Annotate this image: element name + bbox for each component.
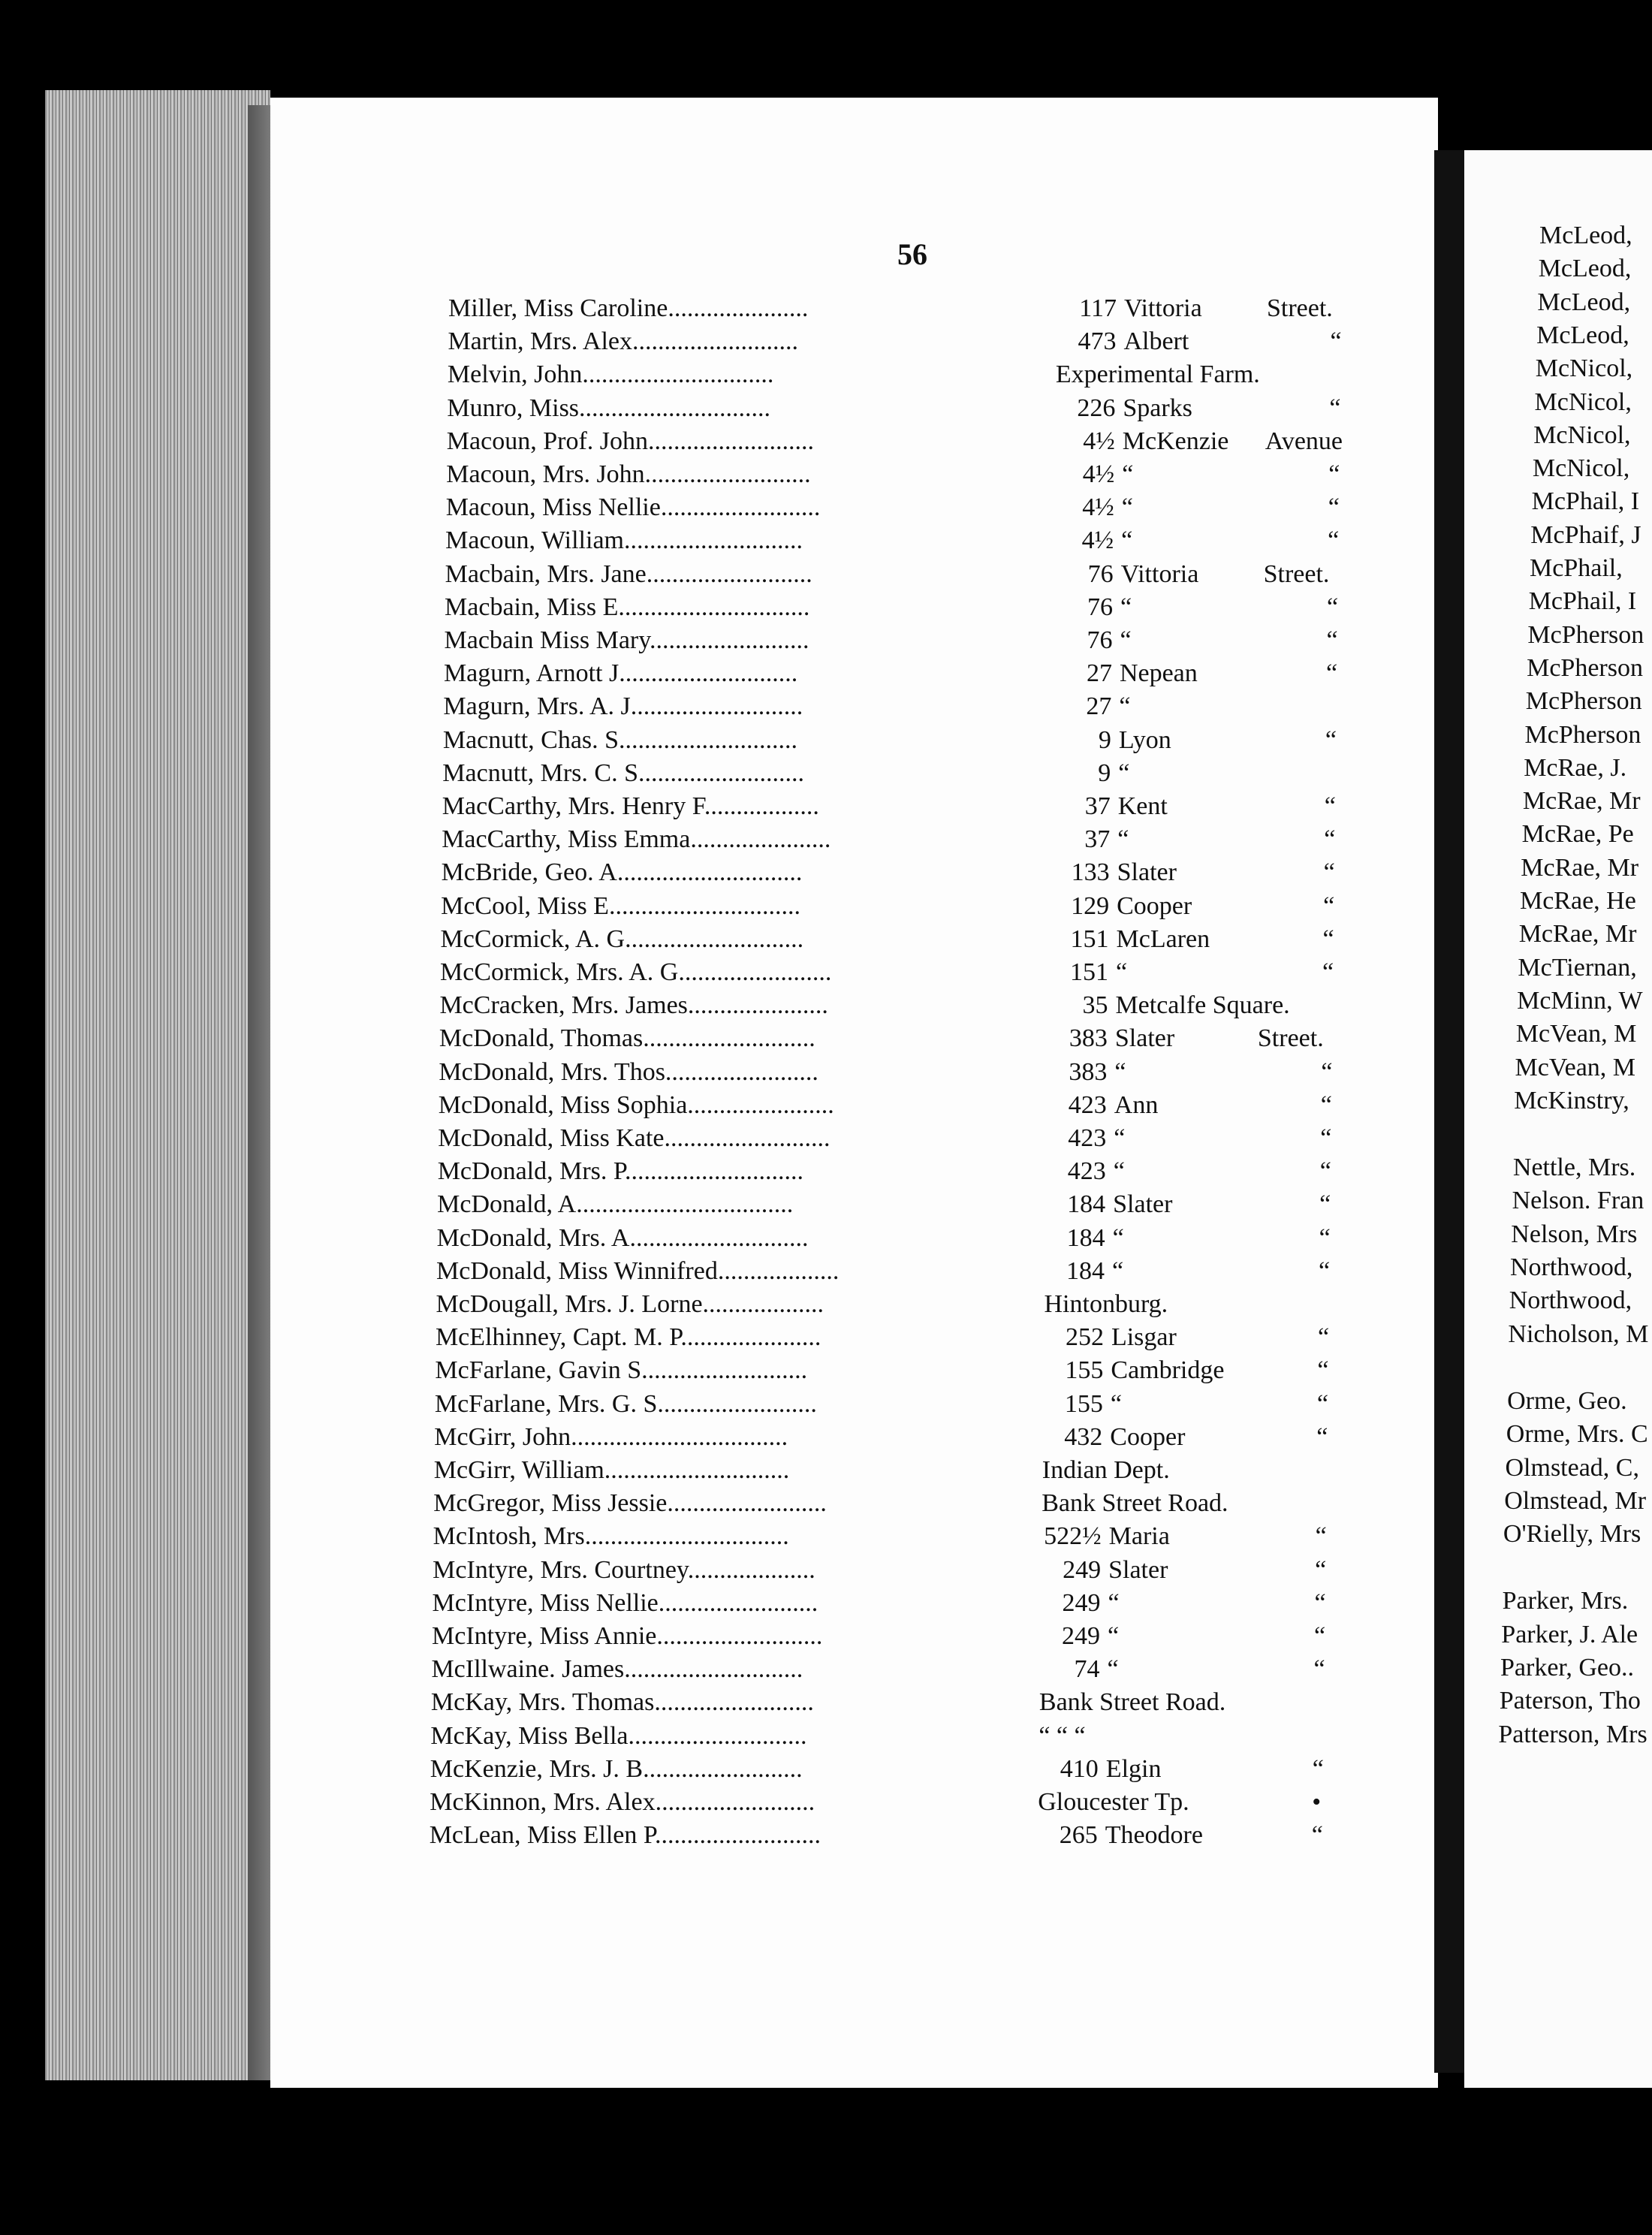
entry-street: Vittoria bbox=[1124, 294, 1202, 322]
entry-number: 37 bbox=[1084, 825, 1111, 854]
right-page-entry: Orme, Geo. bbox=[1507, 1386, 1627, 1415]
right-page-entry: McKinstry, bbox=[1514, 1086, 1629, 1114]
entry-number: 249 bbox=[1062, 1588, 1101, 1617]
entry-street: “ bbox=[1112, 1223, 1124, 1252]
entry-street: Sparks bbox=[1123, 394, 1192, 422]
directory-entry bbox=[448, 360, 1574, 394]
right-page-entry: McRae, He bbox=[1520, 887, 1636, 915]
entry-street: Experimental Farm. bbox=[1055, 360, 1260, 389]
entry-suffix: “ bbox=[1316, 1422, 1328, 1451]
directory-entry bbox=[445, 593, 1571, 626]
directory-entry bbox=[438, 1124, 1564, 1157]
right-page-entry: McPherson bbox=[1525, 687, 1642, 716]
right-page-entry: Parker, Geo.. bbox=[1500, 1654, 1635, 1682]
entry-street: Kent bbox=[1117, 792, 1168, 820]
entry-number: 249 bbox=[1062, 1622, 1100, 1650]
right-page-entry: O'Rielly, Mrs bbox=[1503, 1520, 1641, 1549]
entry-name: Macoun, William............................ bbox=[445, 526, 803, 555]
directory-entry bbox=[433, 1522, 1560, 1555]
entry-name: McDonald, A.................................. bbox=[437, 1190, 794, 1219]
entry-name: McElhinney, Capt. M. P...................... bbox=[435, 1323, 821, 1352]
entry-street: “ bbox=[1107, 1655, 1119, 1684]
entry-suffix: “ bbox=[1328, 493, 1340, 522]
entry-name: Macoun, Miss Nellie......................... bbox=[445, 493, 821, 522]
directory-entry bbox=[439, 991, 1566, 1024]
entry-street: Lyon bbox=[1118, 725, 1171, 754]
entry-number: 184 bbox=[1066, 1256, 1105, 1285]
directory-entry bbox=[442, 825, 1568, 858]
entry-street: “ bbox=[1114, 1124, 1126, 1152]
directory-entry bbox=[441, 892, 1567, 925]
entry-suffix: “ bbox=[1329, 394, 1341, 422]
entry-street: “ bbox=[1116, 958, 1128, 986]
directory-entry bbox=[433, 1556, 1559, 1589]
directory-entry bbox=[438, 1157, 1564, 1190]
entry-suffix: “ bbox=[1315, 1522, 1327, 1551]
entry-name: McCool, Miss E.............................. bbox=[441, 891, 800, 920]
entry-name: McDonald, Mrs. P............................ bbox=[437, 1157, 804, 1186]
entry-suffix: “ bbox=[1319, 1190, 1331, 1219]
entry-number: 76 bbox=[1087, 560, 1114, 588]
entry-number: 423 bbox=[1067, 1157, 1106, 1186]
entry-suffix: “ bbox=[1321, 1057, 1333, 1086]
entry-suffix: “ bbox=[1319, 1256, 1331, 1285]
entry-suffix: “ bbox=[1324, 792, 1336, 820]
directory-entry bbox=[448, 327, 1574, 360]
entry-street: Slater bbox=[1113, 1190, 1173, 1219]
entry-street: Albert bbox=[1123, 327, 1189, 356]
entry-street: Metcalfe Square. bbox=[1115, 991, 1290, 1020]
right-page-entry: Parker, J. Ale bbox=[1501, 1620, 1638, 1648]
entry-suffix: “ bbox=[1317, 1356, 1329, 1385]
entry-street: “ bbox=[1113, 1157, 1125, 1186]
right-page-entry: Northwood, bbox=[1510, 1253, 1633, 1281]
entry-number: 473 bbox=[1078, 327, 1117, 356]
entry-number: 9 bbox=[1098, 725, 1111, 754]
entry-name: McBride, Geo. A............................. bbox=[441, 858, 803, 887]
entry-number: 74 bbox=[1074, 1655, 1100, 1684]
directory-entry bbox=[443, 692, 1569, 725]
directory-entry bbox=[439, 1024, 1566, 1057]
right-page-entry: McNicol, bbox=[1534, 388, 1632, 416]
entry-name: MacCarthy, Mrs. Henry F.................. bbox=[442, 792, 819, 820]
entry-suffix: “ bbox=[1312, 1754, 1324, 1783]
right-page-entry: Patterson, Mrs bbox=[1498, 1720, 1647, 1748]
directory-entry bbox=[431, 1688, 1557, 1721]
entry-number: 151 bbox=[1070, 958, 1108, 986]
entry-number: 151 bbox=[1070, 924, 1109, 953]
entry-name: McCracken, Mrs. James...................... bbox=[439, 991, 828, 1020]
entry-name: McDonald, Miss Winnifred................... bbox=[436, 1256, 840, 1285]
directory-entry bbox=[446, 460, 1572, 493]
entry-street: Cambridge bbox=[1111, 1356, 1225, 1385]
entry-suffix: “ bbox=[1320, 1090, 1332, 1119]
entry-street: Slater bbox=[1117, 858, 1177, 887]
entry-number: 155 bbox=[1064, 1389, 1103, 1418]
entry-name: Miller, Miss Caroline...................... bbox=[448, 294, 809, 322]
entry-street: Lisgar bbox=[1111, 1323, 1177, 1352]
right-page-entry: Nicholson, M bbox=[1508, 1320, 1649, 1348]
entry-street: “ bbox=[1118, 759, 1130, 787]
entry-name: Macbain, Miss E.............................. bbox=[445, 593, 810, 621]
right-page-entry: McPhail, bbox=[1530, 554, 1623, 582]
entry-number: 432 bbox=[1064, 1422, 1103, 1451]
entry-suffix: “ bbox=[1322, 924, 1334, 953]
entry-name: McDonald, Mrs. Thos........................ bbox=[439, 1057, 818, 1086]
directory-entry bbox=[430, 1722, 1557, 1755]
right-page-entry: McRae, J. bbox=[1524, 753, 1627, 782]
right-page-entry: McPherson bbox=[1527, 653, 1643, 682]
entry-street: “ bbox=[1121, 493, 1133, 522]
entry-name: McIllwaine. James............................ bbox=[431, 1655, 803, 1684]
entry-street: “ bbox=[1108, 1588, 1120, 1617]
entry-name: McIntyre, Miss Annie.......................... bbox=[432, 1622, 823, 1650]
directory-entry bbox=[445, 560, 1572, 593]
entry-street: Vittoria bbox=[1120, 560, 1199, 588]
entry-street: “ bbox=[1121, 526, 1133, 555]
right-page-entry: McPhail, I bbox=[1531, 487, 1640, 516]
entry-suffix: “ bbox=[1319, 1223, 1331, 1252]
entry-suffix: “ bbox=[1324, 825, 1336, 854]
directory-entry bbox=[447, 394, 1573, 427]
directory-entry bbox=[436, 1257, 1563, 1290]
entry-number: 4½ bbox=[1083, 427, 1115, 455]
entry-suffix: “ bbox=[1325, 725, 1337, 754]
entry-suffix: • bbox=[1312, 1788, 1322, 1816]
entry-name: McFarlane, Gavin S.......................... bbox=[435, 1356, 808, 1385]
directory-entry bbox=[433, 1489, 1560, 1522]
directory-entry bbox=[432, 1622, 1558, 1655]
right-page-entry: Orme, Mrs. C bbox=[1506, 1420, 1648, 1449]
entry-number: 35 bbox=[1082, 991, 1108, 1020]
entry-suffix: “ bbox=[1314, 1588, 1326, 1617]
entry-street: Gloucester Tp. bbox=[1038, 1788, 1189, 1816]
entry-street: “ bbox=[1120, 626, 1132, 654]
entry-suffix: “ bbox=[1325, 659, 1338, 688]
entry-suffix: “ bbox=[1328, 526, 1340, 555]
entry-number: 76 bbox=[1087, 593, 1114, 621]
directory-entry bbox=[442, 759, 1569, 792]
right-page-entry: McRae, Pe bbox=[1521, 820, 1634, 849]
entry-suffix: “ bbox=[1313, 1655, 1325, 1684]
right-page-entry: McRae, Mr bbox=[1521, 853, 1639, 882]
entry-name: McIntosh, Mrs................................ bbox=[433, 1522, 789, 1551]
entry-street: “ “ “ bbox=[1039, 1721, 1086, 1750]
entry-street: McLaren bbox=[1116, 924, 1210, 953]
entry-name: McDougall, Mrs. J. Lorne................... bbox=[436, 1290, 824, 1318]
entry-street: Hintonburg. bbox=[1044, 1290, 1168, 1318]
right-page-entry: McLeod, bbox=[1538, 255, 1632, 283]
right-page-entry: Paterson, Tho bbox=[1499, 1687, 1641, 1715]
entry-name: MacCarthy, Miss Emma...................... bbox=[442, 825, 831, 854]
entry-name: McDonald, Mrs. A............................ bbox=[436, 1223, 809, 1252]
entry-name: McDonald, Miss Sophia....................... bbox=[438, 1090, 834, 1119]
entry-number: 226 bbox=[1077, 394, 1116, 422]
entry-name: McIntyre, Mrs. Courtney.................... bbox=[433, 1555, 815, 1584]
entry-name: McKenzie, Mrs. J. B......................... bbox=[430, 1754, 803, 1783]
entry-suffix: “ bbox=[1327, 593, 1339, 621]
directory-entry bbox=[439, 1058, 1565, 1091]
entry-name: McFarlane, Mrs. G. S......................... bbox=[434, 1389, 817, 1418]
directory-entry bbox=[442, 858, 1568, 891]
entry-name: McKinnon, Mrs. Alex......................... bbox=[430, 1788, 815, 1816]
entry-suffix: Street. bbox=[1267, 294, 1333, 322]
entry-number: 4½ bbox=[1082, 460, 1115, 488]
right-page-entry: McLeod, bbox=[1537, 288, 1631, 316]
right-page-entry: Nelson, Mrs bbox=[1511, 1220, 1638, 1248]
directory-entry bbox=[446, 493, 1572, 526]
entry-number: 423 bbox=[1068, 1090, 1107, 1119]
right-page-entry: McRae, Mr bbox=[1522, 787, 1641, 816]
directory-entry bbox=[431, 1655, 1557, 1688]
entry-name: McCormick, Mrs. A. G........................ bbox=[440, 958, 832, 986]
right-page-entry: McNicol, bbox=[1535, 354, 1633, 383]
book-page-edges bbox=[45, 90, 270, 2080]
entry-suffix: “ bbox=[1319, 1157, 1331, 1186]
right-page-entry: McPherson bbox=[1527, 620, 1644, 649]
entry-name: Macbain Miss Mary......................... bbox=[444, 626, 809, 654]
directory-entry bbox=[430, 1788, 1556, 1821]
right-page-entry: Northwood, bbox=[1509, 1286, 1632, 1315]
entry-street: Slater bbox=[1114, 1024, 1175, 1053]
entry-street: “ bbox=[1112, 1256, 1124, 1285]
entry-suffix: Avenue bbox=[1265, 427, 1343, 455]
right-page-entry: McPherson bbox=[1524, 720, 1641, 749]
entry-suffix: “ bbox=[1320, 1124, 1332, 1152]
entry-number: 27 bbox=[1086, 692, 1112, 721]
entry-suffix: “ bbox=[1328, 460, 1340, 488]
entry-name: Macnutt, Chas. S............................ bbox=[442, 725, 798, 754]
entry-name: Macoun, Prof. John.......................... bbox=[446, 427, 814, 455]
right-page-entry: Olmstead, Mr bbox=[1504, 1486, 1647, 1515]
directory-entry bbox=[433, 1589, 1559, 1622]
directory-entry bbox=[436, 1290, 1563, 1323]
entry-name: Macoun, Mrs. John.......................... bbox=[446, 460, 811, 488]
right-page-entry: McLeod, bbox=[1536, 321, 1629, 349]
entry-street: “ bbox=[1110, 1389, 1122, 1418]
entry-suffix: “ bbox=[1315, 1555, 1327, 1584]
entry-name: McCormick, A. G............................ bbox=[440, 924, 804, 953]
entry-name: McLean, Miss Ellen P.......................... bbox=[429, 1821, 821, 1850]
entry-name: Martin, Mrs. Alex.......................... bbox=[448, 327, 798, 356]
right-page-entry: McMinn, W bbox=[1517, 986, 1643, 1015]
entry-number: 249 bbox=[1063, 1555, 1102, 1584]
directory-entry bbox=[435, 1390, 1561, 1423]
entry-name: Macbain, Mrs. Jane.......................... bbox=[445, 560, 812, 588]
directory-entry bbox=[434, 1423, 1560, 1456]
directory-entry bbox=[436, 1323, 1562, 1356]
right-page-entry: Nelson. Fran bbox=[1512, 1187, 1644, 1215]
entry-name: Melvin, John.............................. bbox=[447, 360, 774, 389]
entry-suffix: “ bbox=[1317, 1323, 1330, 1352]
entry-name: Macnutt, Mrs. C. S.......................... bbox=[442, 759, 804, 787]
entry-street: Ann bbox=[1114, 1090, 1159, 1119]
right-page-entry: McTiernan, bbox=[1518, 953, 1637, 982]
entry-suffix: “ bbox=[1314, 1622, 1326, 1650]
directory-entry bbox=[447, 427, 1573, 460]
entry-name: McDonald, Miss Kate.......................... bbox=[438, 1124, 831, 1152]
entry-number: 522½ bbox=[1044, 1522, 1102, 1551]
entry-name: McDonald, Thomas........................... bbox=[439, 1024, 815, 1053]
entry-number: 184 bbox=[1066, 1223, 1105, 1252]
entry-name: Magurn, Mrs. A. J........................... bbox=[443, 692, 803, 721]
right-page-entry: Parker, Mrs. bbox=[1502, 1587, 1629, 1615]
directory-entry bbox=[437, 1190, 1563, 1223]
entry-street: “ bbox=[1119, 692, 1131, 721]
entry-name: Munro, Miss.............................. bbox=[447, 394, 771, 422]
right-page-entry: McVean, M bbox=[1515, 1053, 1636, 1081]
right-page-entry: McPhail, I bbox=[1528, 587, 1637, 616]
entry-number: 155 bbox=[1065, 1356, 1104, 1385]
entry-street: Elgin bbox=[1105, 1754, 1162, 1783]
entry-name: McGregor, Miss Jessie......................... bbox=[433, 1489, 827, 1518]
entry-number: 423 bbox=[1068, 1124, 1107, 1152]
entry-number: 410 bbox=[1060, 1754, 1099, 1783]
entry-name: McGirr, John.................................. bbox=[434, 1422, 788, 1451]
right-page-entry: McVean, M bbox=[1515, 1020, 1637, 1048]
entry-number: 383 bbox=[1069, 1057, 1108, 1086]
entry-number: 27 bbox=[1086, 659, 1112, 688]
entry-suffix: “ bbox=[1326, 626, 1338, 654]
entry-suffix: “ bbox=[1323, 858, 1335, 887]
entry-street: Slater bbox=[1108, 1555, 1168, 1584]
right-page-entry: McLeod, bbox=[1539, 222, 1632, 249]
entry-number: 117 bbox=[1079, 294, 1117, 322]
directory-entry bbox=[442, 792, 1569, 825]
entry-name: McKay, Miss Bella............................ bbox=[430, 1721, 807, 1750]
entry-suffix: “ bbox=[1322, 958, 1334, 986]
entry-name: McGirr, William............................. bbox=[433, 1456, 790, 1484]
entry-number: 9 bbox=[1098, 759, 1111, 787]
right-page-entry: Nettle, Mrs. bbox=[1512, 1154, 1636, 1182]
directory-entry bbox=[434, 1456, 1560, 1489]
directory-entry bbox=[430, 1755, 1557, 1788]
entry-number: 265 bbox=[1059, 1821, 1098, 1850]
entry-suffix: “ bbox=[1330, 327, 1342, 356]
entry-name: Magurn, Arnott J............................ bbox=[443, 659, 798, 688]
entry-number: 4½ bbox=[1081, 526, 1114, 555]
directory-entry bbox=[448, 294, 1575, 327]
entry-suffix: Street. bbox=[1263, 560, 1330, 588]
entry-suffix: Street. bbox=[1257, 1024, 1324, 1053]
directory-entry bbox=[445, 526, 1572, 560]
directory-entry bbox=[445, 626, 1571, 659]
entry-suffix: “ bbox=[1323, 891, 1335, 920]
entry-street: “ bbox=[1117, 825, 1129, 854]
entry-number: 184 bbox=[1067, 1190, 1106, 1219]
directory-entry bbox=[444, 659, 1570, 692]
entry-street: “ bbox=[1108, 1622, 1120, 1650]
entry-name: McIntyre, Miss Nellie......................... bbox=[432, 1588, 818, 1617]
entry-number: 129 bbox=[1071, 891, 1110, 920]
entry-number: 383 bbox=[1069, 1024, 1108, 1053]
entry-number: 252 bbox=[1065, 1323, 1104, 1352]
entry-street: Cooper bbox=[1117, 891, 1192, 920]
entry-street: Bank Street Road. bbox=[1039, 1688, 1226, 1717]
right-page-entry: Olmstead, C, bbox=[1505, 1453, 1639, 1482]
entry-street: Indian Dept. bbox=[1042, 1456, 1170, 1484]
page-number: 56 bbox=[897, 237, 927, 271]
entry-number: 76 bbox=[1087, 626, 1113, 654]
entry-street: “ bbox=[1114, 1057, 1126, 1086]
directory-entry bbox=[443, 726, 1569, 759]
entry-street: Theodore bbox=[1105, 1821, 1203, 1850]
entry-street: “ bbox=[1122, 460, 1134, 488]
right-page-entry: McNicol, bbox=[1532, 454, 1630, 483]
directory-entry bbox=[439, 1091, 1565, 1124]
directory-entry bbox=[441, 925, 1567, 958]
directory-entry bbox=[430, 1821, 1556, 1854]
entry-street: Maria bbox=[1108, 1522, 1170, 1551]
right-page-entry: McNicol, bbox=[1533, 421, 1631, 449]
entry-number: 4½ bbox=[1082, 493, 1114, 522]
entry-street: Nepean bbox=[1119, 659, 1198, 688]
entry-number: 37 bbox=[1084, 792, 1111, 820]
entry-street: “ bbox=[1120, 593, 1132, 621]
entry-street: Bank Street Road. bbox=[1042, 1489, 1228, 1518]
entry-suffix: “ bbox=[1316, 1389, 1328, 1418]
directory-entry bbox=[435, 1356, 1561, 1389]
entry-street: Cooper bbox=[1110, 1422, 1186, 1451]
entry-suffix: “ bbox=[1311, 1821, 1323, 1850]
directory-entry bbox=[437, 1224, 1563, 1257]
right-page-entry: McRae, Mr bbox=[1518, 920, 1637, 949]
right-page-entry: McPhaif, J bbox=[1530, 520, 1641, 549]
entry-street: McKenzie bbox=[1122, 427, 1229, 455]
entry-name: McKay, Mrs. Thomas......................... bbox=[430, 1688, 814, 1717]
entry-number: 133 bbox=[1071, 858, 1110, 887]
directory-entry bbox=[440, 958, 1566, 991]
